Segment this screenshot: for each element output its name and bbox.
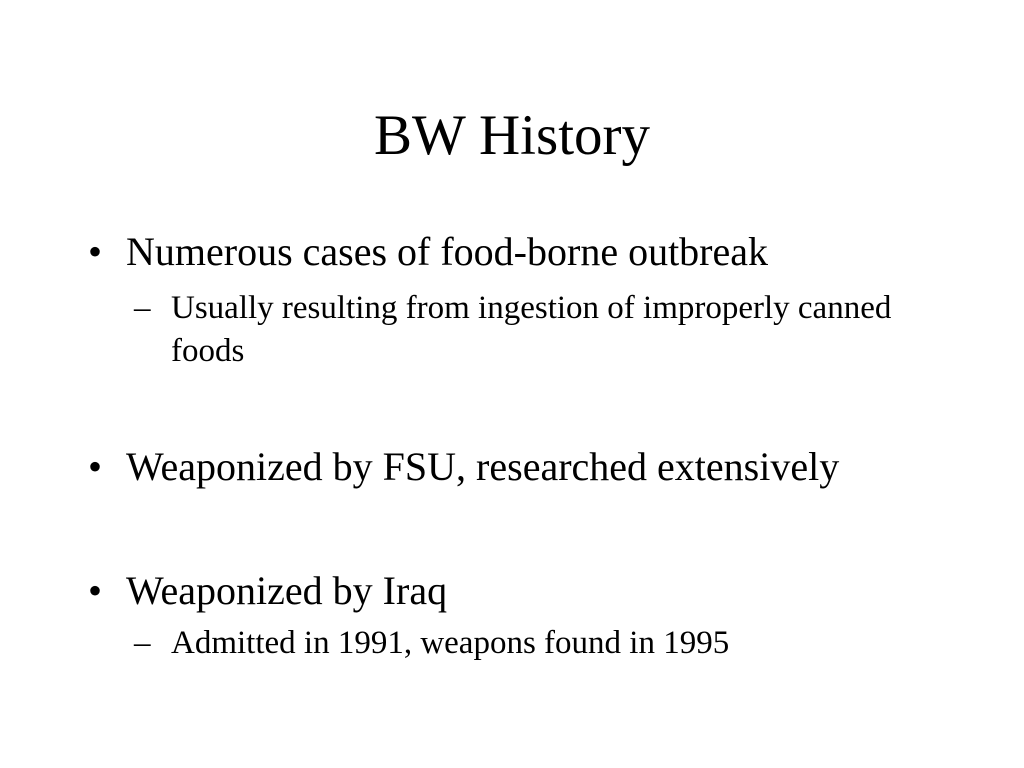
bullet-text: Weaponized by Iraq xyxy=(126,568,448,613)
bullet-mark: • xyxy=(88,229,103,274)
bullet-mark: • xyxy=(88,568,103,613)
sub-bullet-text: Usually resulting from ingestion of improperly canned foods xyxy=(171,290,892,369)
bullet-text: Weaponized by FSU, researched extensively xyxy=(126,444,840,489)
bullet-mark: • xyxy=(88,444,103,489)
sub-bullet-mark: – xyxy=(134,290,151,326)
bullet-text: Numerous cases of food-borne outbreak xyxy=(126,229,769,274)
slide-title: BW History xyxy=(373,104,651,167)
sub-bullet-text: Admitted in 1991, weapons found in 1995 xyxy=(171,625,730,661)
sub-bullet-item xyxy=(134,622,964,665)
sub-bullet-mark: – xyxy=(134,625,151,661)
sub-bullet-item xyxy=(134,287,964,373)
